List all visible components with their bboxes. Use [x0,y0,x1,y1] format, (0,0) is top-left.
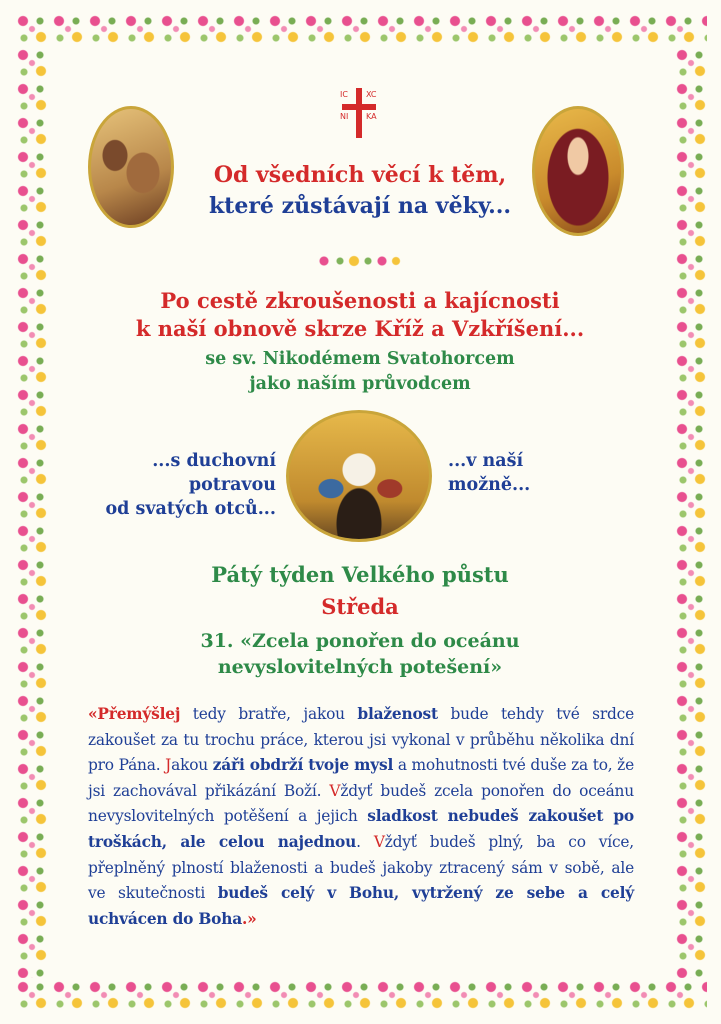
left-caption-line-2: potravou [188,475,276,495]
floral-border-left [14,46,48,978]
subheading-line-2: k naší obnově skrze Kříž a Vzkříšení... [135,316,585,341]
quote-text: ždyť budeš zcela ponořen do oceánu nevyslovitelných potěšení a jejich [88,781,634,826]
quote-text: a mohutnosti tvé duše za to, že jsi zachovával přikázání Boží. [88,756,634,800]
quote-open-mark: « [88,705,98,723]
icon-resurrection [286,410,432,542]
quote-paragraph [88,702,634,932]
cross-label-ka: KA [366,112,377,121]
quote-text: ždyť budeš plný, ba co více, přeplněný plností blaženosti a budeš jakoby ztracený sám v sobě, ale ve skutečnosti [88,832,634,903]
left-caption-line-3: od svatých otců... [105,499,276,519]
reading-title-line-2: nevyslovitelných potešení» [217,656,503,678]
subheading-line-3: se sv. Nikodémem Svatohorcem [205,349,515,369]
right-caption-line-1: ...v naší [448,451,524,471]
cross-label-ni: NI [340,112,349,121]
subheading-line-1: Po cestě zkroušenosti a kajícnosti [160,288,560,313]
cross-label-ic: IC [340,90,348,99]
quote-text: . [356,832,374,851]
subheading-line-4: jako naším průvodcem [249,374,471,394]
floral-divider [316,250,404,272]
quote-initial: J [165,756,172,775]
left-caption-line-1: ...s duchovní [152,451,276,471]
quote-text: tedy bratře, jakou [180,705,358,723]
week-title: Pátý týden Velkého půstu [211,562,509,587]
quote-emphasis: budeš celý v Bohu, vytržený ze sebe a celý uchvácen do Boha [88,884,634,928]
quote-initial: V [329,781,341,800]
cross-label-xc: XC [366,90,377,99]
heading-line-1: Od všedních věcí k těm, [213,162,507,188]
day-title: Středa [321,594,399,619]
heading-line-2: které zůstávají na věky... [208,193,512,219]
reading-title-line-1: 31. «Zcela ponořen do oceánu [200,630,520,652]
quote-initial: V [373,832,385,851]
quote-emphasis-red: Přemýšlej [97,705,181,723]
quote-text: bude tehdy tvé srdce zakoušet za tu trochu práce, kterou jsi vykonal v průběhu několika dní pro Pána. [88,705,634,775]
quote-close-mark: .» [242,909,257,928]
right-caption-line-2: možně... [448,475,531,495]
floral-border-right [673,46,707,978]
floral-border-top [14,12,707,46]
quote-emphasis: záři obdrží tvoje mysl [212,756,394,775]
quote-text: akou [171,756,213,775]
quote-emphasis: blaženost [357,705,438,723]
floral-border-bottom [14,978,707,1012]
quote-emphasis: sladkost nebudeš zakoušet po troškách, ale celou najednou [88,807,635,851]
cross-icon [334,84,384,140]
